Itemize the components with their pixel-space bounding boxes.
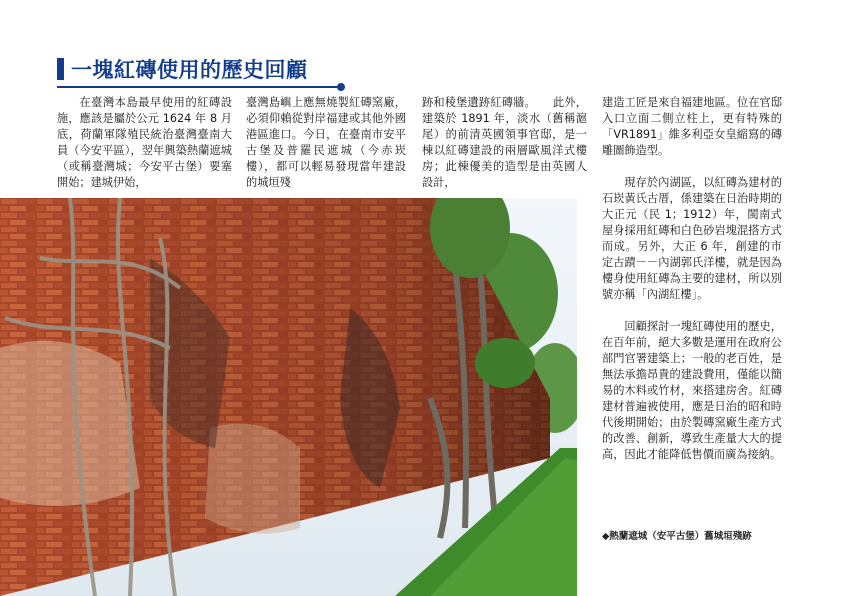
paragraph-neihu: 現存於內湖區，以紅磚為建材的石崁黃氏古厝，係建築在日治時期的大正元（民 1；1912）年，閩南式屋身採用紅磚和白色砂岩塊混搭方式而成。另外，大正 6 年，創建的市定古蹟－－內湖郭氏洋樓，就是因為樓身使用紅磚為主要的建材，所以別號亦稱「內湖紅樓」。	[602, 176, 782, 301]
photo-caption: ◆熱蘭遮城（安平古堡）舊城垣殘跡	[602, 531, 752, 542]
heading-accent-bar	[57, 58, 64, 80]
text-column-2	[246, 95, 406, 191]
text-column-3	[422, 95, 587, 191]
paragraph-history-review: 回顧探討一塊紅磚使用的歷史，在百年前，絕大多數是運用在政府公部門官署建築上；一般的老百姓，是無法承擔昂貴的建設費用，僅能以簡易的木料或竹材，來搭建房舍。紅磚建材普遍被使用，應是日治的昭和時代後期開始；由於製磚窯廠生產方式的改善、創新，導致生產量大大的提高，因此才能降低售價而廣為接納。	[602, 320, 782, 461]
text-column-1	[57, 95, 232, 191]
paragraph-consulate: 跡和稜堡遺跡紅磚牆。 此外，建築於 1891 年，淡水（舊稱滬尾）的前清英國領事官邸，是一棟以紅磚建設的兩層歐風洋式樓房；此棟優美的造型是由英國人設計，	[422, 96, 587, 189]
heading-end-dot	[337, 83, 345, 91]
page-title: 一塊紅磚使用的歷史回顧	[71, 58, 308, 82]
text-column-4	[602, 95, 782, 463]
heading-underline	[57, 86, 339, 88]
paragraph-import-bricks: 臺灣島嶼上應無燒製紅磚窯廠，必須仰賴從對岸福建或其他外國港區進口。今日，在臺南市安平古堡及普羅民遮城（今赤崁樓），都可以輕易發現當年建設的城垣殘	[246, 96, 406, 189]
fort-wall-photo	[0, 198, 577, 596]
section-heading	[57, 54, 347, 94]
paragraph-craftsmen: 建造工匠是來自福建地區。位在官邸入口立面二側立柱上，更有特殊的「VR1891」維多利亞女皇縮寫的磚雕圖飾造型。	[602, 96, 782, 157]
paragraph-early-brick: 在臺灣本島最早使用的紅磚設施，應該是屬於公元 1624 年 8 月底，荷蘭軍隊殖民統治臺灣臺南大員（今安平區），翌年興築熱蘭遮城（或稱臺灣城；今安平古堡）要塞開始；建城伊始，	[57, 96, 232, 189]
